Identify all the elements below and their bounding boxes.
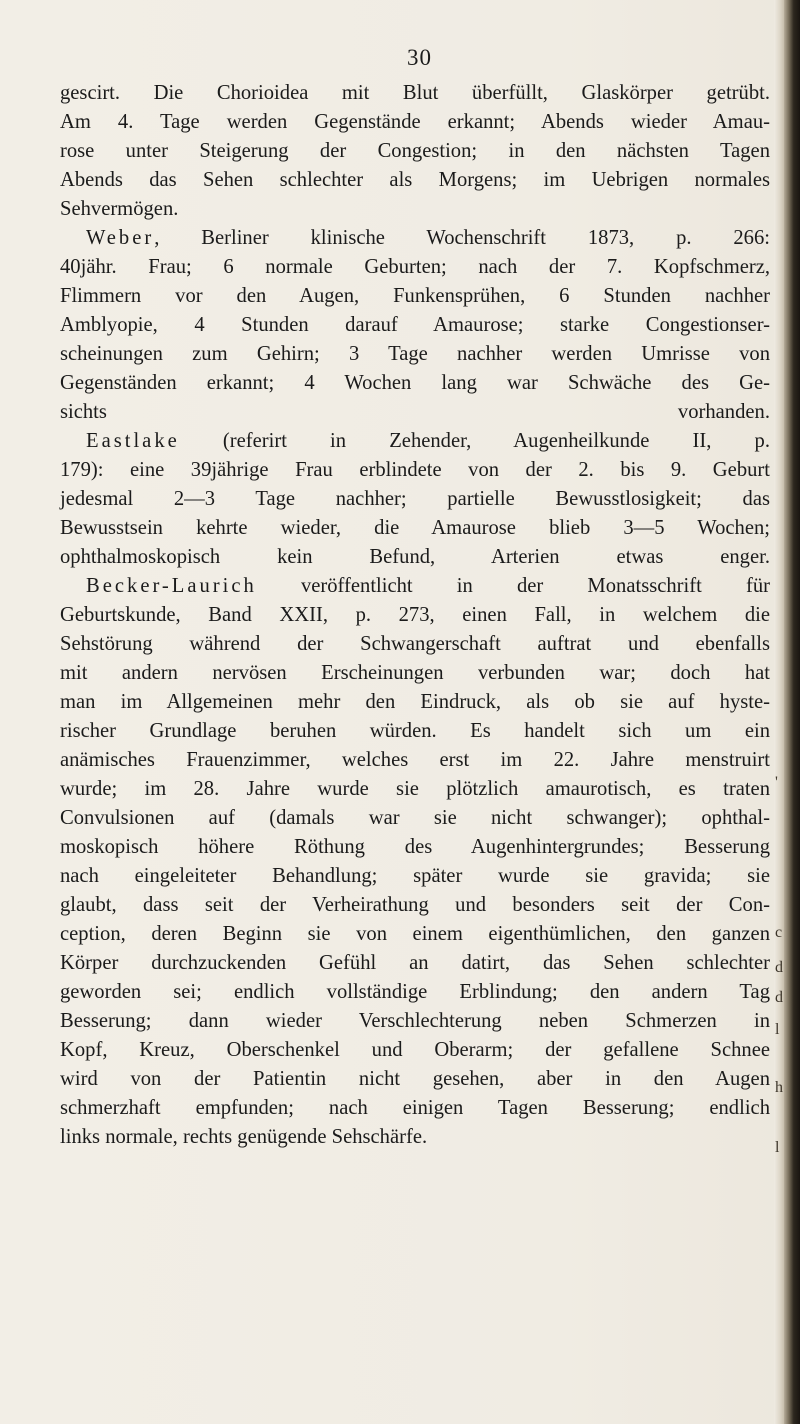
text-line: wird von der Patientin nicht gesehen, aber in den Augen	[60, 1068, 770, 1090]
text-line: Am 4. Tage werden Gegenstände erkannt; Abends wieder Amau-	[60, 111, 770, 133]
edge-glyph: l	[775, 1139, 780, 1156]
text-line-rest: (referirt in Zehender, Augenheilkunde II, p.	[179, 430, 770, 452]
author-name: Weber	[86, 227, 155, 249]
edge-glyph: l	[775, 1021, 780, 1038]
paragraph-first-line	[60, 572, 770, 601]
edge-glyph: '	[775, 774, 778, 791]
text-line: jedesmal 2—3 Tage nachher; partielle Bewusstlosigkeit; das	[60, 488, 770, 510]
text-line: scheinungen zum Gehirn; 3 Tage nachher werden Umrisse von	[60, 343, 770, 365]
text-line: Gegenständen erkannt; 4 Wochen lang war Schwäche des Ge-	[60, 372, 770, 394]
text-line: links normale, rechts genügende Sehschärfe.	[60, 1126, 428, 1148]
text-line: gescirt. Die Chorioidea mit Blut überfüllt, Glaskörper getrübt.	[60, 82, 770, 104]
text-line: mit andern nervösen Erscheinungen verbunden war; doch hat	[60, 662, 770, 684]
edge-glyph: h	[775, 1079, 783, 1096]
page-number: 30	[407, 45, 432, 70]
text-line: wurde; im 28. Jahre wurde sie plötzlich amaurotisch, es traten	[60, 778, 770, 800]
text-line: anämisches Frauenzimmer, welches erst im 22. Jahre menstruirt	[60, 749, 770, 771]
text-line: Sehstörung während der Schwangerschaft auftrat und ebenfalls	[60, 633, 770, 655]
text-line: rose unter Steigerung der Congestion; in den nächsten Tagen	[60, 140, 770, 162]
text-line: 179): eine 39jährige Frau erblindete von der 2. bis 9. Geburt	[60, 459, 770, 481]
edge-glyph: d	[775, 959, 783, 976]
text-line: Flimmern vor den Augen, Funkensprühen, 6 Stunden nachher	[60, 285, 770, 307]
text-line: rischer Grundlage beruhen würden. Es handelt sich um ein	[60, 720, 770, 742]
text-line: 40jähr. Frau; 6 normale Geburten; nach der 7. Kopfschmerz,	[60, 256, 770, 278]
text-line: geworden sei; endlich vollständige Erblindung; den andern Tag	[60, 981, 770, 1003]
paragraph-first-line	[60, 224, 770, 253]
text-line: Abends das Sehen schlechter als Morgens; im Uebrigen normales	[60, 169, 770, 191]
paragraph-first-line	[60, 427, 770, 456]
text-line: Sehvermögen.	[60, 198, 179, 220]
text-line: ophthalmoskopisch kein Befund, Arterien etwas enger.	[60, 546, 770, 568]
author-name: Becker-Laurich	[86, 575, 257, 597]
author-name: Eastlake	[86, 430, 180, 452]
text-line: Bewusstsein kehrte wieder, die Amaurose blieb 3—5 Wochen;	[60, 517, 770, 539]
text-line-rest: , Berliner klinische Wochenschrift 1873, p. 266:	[154, 227, 770, 249]
body-text	[60, 79, 770, 1152]
text-line: Geburtskunde, Band XXII, p. 273, einen Fall, in welchem die	[60, 604, 770, 626]
text-line-rest: veröffentlicht in der Monatsschrift für	[256, 575, 770, 597]
text-line: Besserung; dann wieder Verschlechterung neben Schmerzen in	[60, 1010, 770, 1032]
text-line: sichts vorhanden.	[60, 401, 770, 423]
text-line: Amblyopie, 4 Stunden darauf Amaurose; starke Congestionser-	[60, 314, 770, 336]
text-line: nach eingeleiteter Behandlung; später wurde sie gravida; sie	[60, 865, 770, 887]
text-line: moskopisch höhere Röthung des Augenhintergrundes; Besserung	[60, 836, 770, 858]
edge-glyph: c	[775, 924, 783, 941]
book-edge	[784, 0, 800, 1424]
text-line: glaubt, dass seit der Verheirathung und besonders seit der Con-	[60, 894, 770, 916]
page-fold-shadow	[774, 0, 784, 1424]
text-line: Körper durchzuckenden Gefühl an datirt, das Sehen schlechter	[60, 952, 770, 974]
text-line: Kopf, Kreuz, Oberschenkel und Oberarm; der gefallene Schnee	[60, 1039, 770, 1061]
text-line: schmerzhaft empfunden; nach einigen Tagen Besserung; endlich	[60, 1097, 770, 1119]
text-line: ception, deren Beginn sie von einem eigenthümlichen, den ganzen	[60, 923, 770, 945]
edge-glyph: d	[775, 989, 783, 1006]
text-line: Convulsionen auf (damals war sie nicht schwanger); ophthal-	[60, 807, 770, 829]
text-line: man im Allgemeinen mehr den Eindruck, als ob sie auf hyste-	[60, 691, 770, 713]
